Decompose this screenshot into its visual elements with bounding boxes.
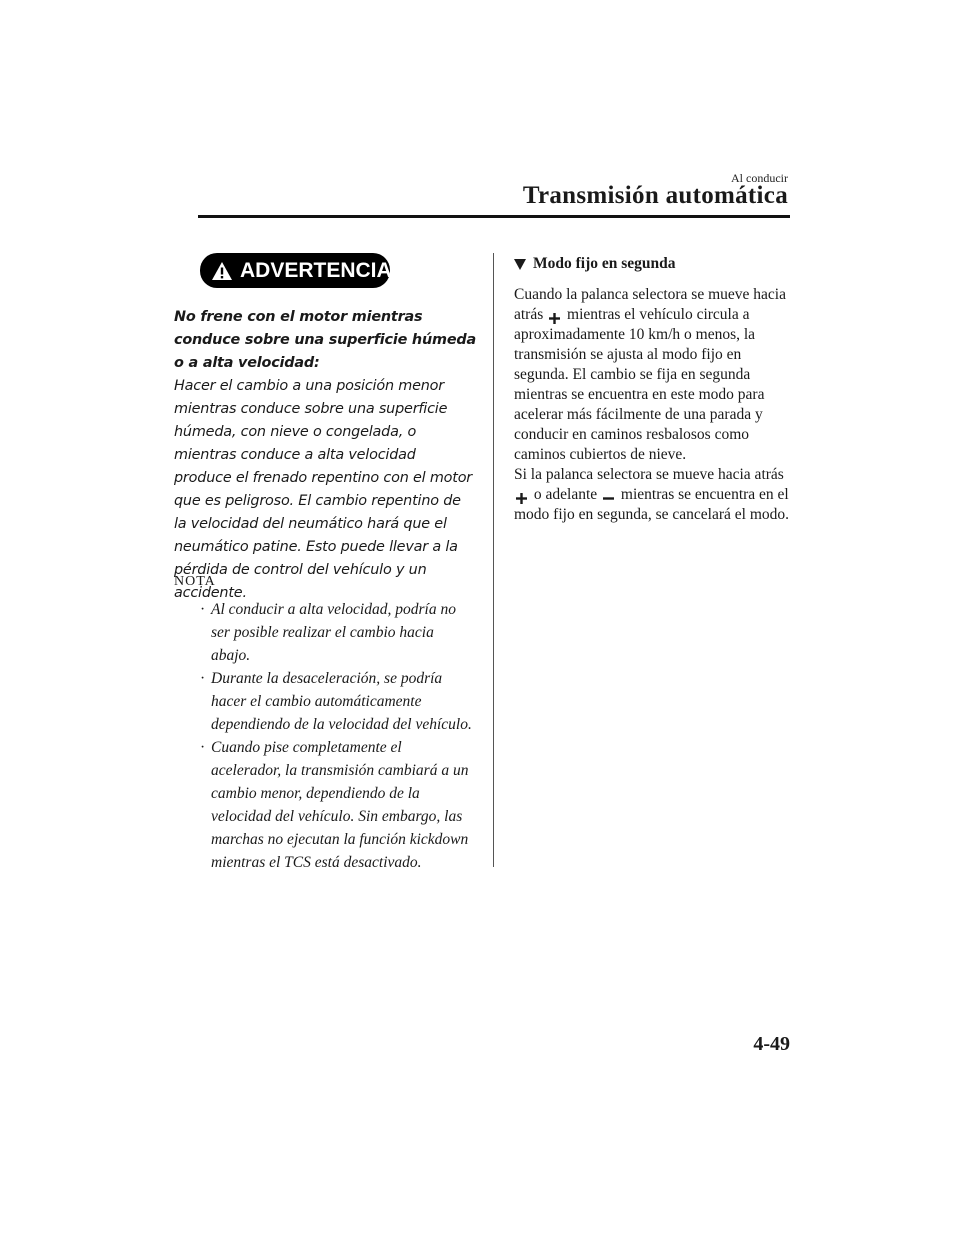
section-paragraph-2 [514, 465, 794, 525]
section-title: Modo fijo en segunda [533, 255, 676, 272]
paragraph-2-part-c: mientras se encuentra en el modo fijo en segunda, se cancelará el modo. [514, 486, 790, 523]
paragraph-2-part-b: o adelante [530, 486, 602, 503]
triangle-down-icon [514, 259, 526, 270]
warning-label: ADVERTENCIA [240, 258, 392, 282]
section-body [514, 285, 794, 525]
warning-body [174, 306, 476, 605]
minus-icon [603, 490, 614, 501]
warning-triangle-icon [211, 261, 233, 281]
nota-item: · Durante la desaceleración, se podría hacer el cambio automáticamente dependiendo de la velocidad del vehículo. [202, 667, 472, 736]
column-divider [493, 253, 494, 867]
plus-icon [516, 490, 527, 501]
page-title: Transmisión automática [522, 182, 788, 209]
header-section-label: Al conducir [731, 171, 788, 185]
nota-label: NOTA [174, 574, 216, 589]
warning-heading: No frene con el motor mientras conduce sobre una superficie húmeda o a alta velocidad: [174, 309, 476, 371]
nota-item: · Al conducir a alta velocidad, podría no ser posible realizar el cambio hacia abajo. [202, 598, 472, 667]
header-rule [198, 215, 790, 218]
plus-icon [549, 310, 560, 321]
paragraph-2-part-a: Si la palanca selectora se mueve hacia atrás [514, 466, 784, 483]
paragraph-1-part-b: mientras el vehículo circula a aproximadamente 10 km/h o menos, la transmisión se ajusta al modo fijo en segunda. El cambio se fija en segunda mientras se encuentra en este modo para acelerar más fácilmente de una parada y conducir en caminos resbalosos como caminos cubiertos de nieve. [514, 306, 765, 463]
right-column [514, 253, 796, 525]
page-number: 4-49 [753, 1033, 790, 1055]
nota-item: · Cuando pise completamente el acelerador, la transmisión cambiará a un cambio menor, dependiendo de la velocidad del vehículo. Sin embargo, las marchas no ejecutan la función kickdown mientras el TCS está desactivado. [202, 736, 472, 874]
section-paragraph-1 [514, 285, 794, 465]
warning-text: Hacer el cambio a una posición menor mientras conduce sobre una superficie húmeda, con nieve o congelada, o mientras conduce a alta velocidad produce el frenado repentino con el motor que es peligroso. El cambio repentino de la velocidad del neumático hará que el neumático patine. Esto puede llevar a la pérdida de control del vehículo y un accidente. [174, 378, 473, 601]
section-heading [514, 253, 796, 275]
paragraph-1-part-a: Cuando la palanca selectora se mueve hacia atrás [514, 286, 786, 323]
nota-list [202, 598, 472, 874]
warning-badge [200, 253, 390, 288]
